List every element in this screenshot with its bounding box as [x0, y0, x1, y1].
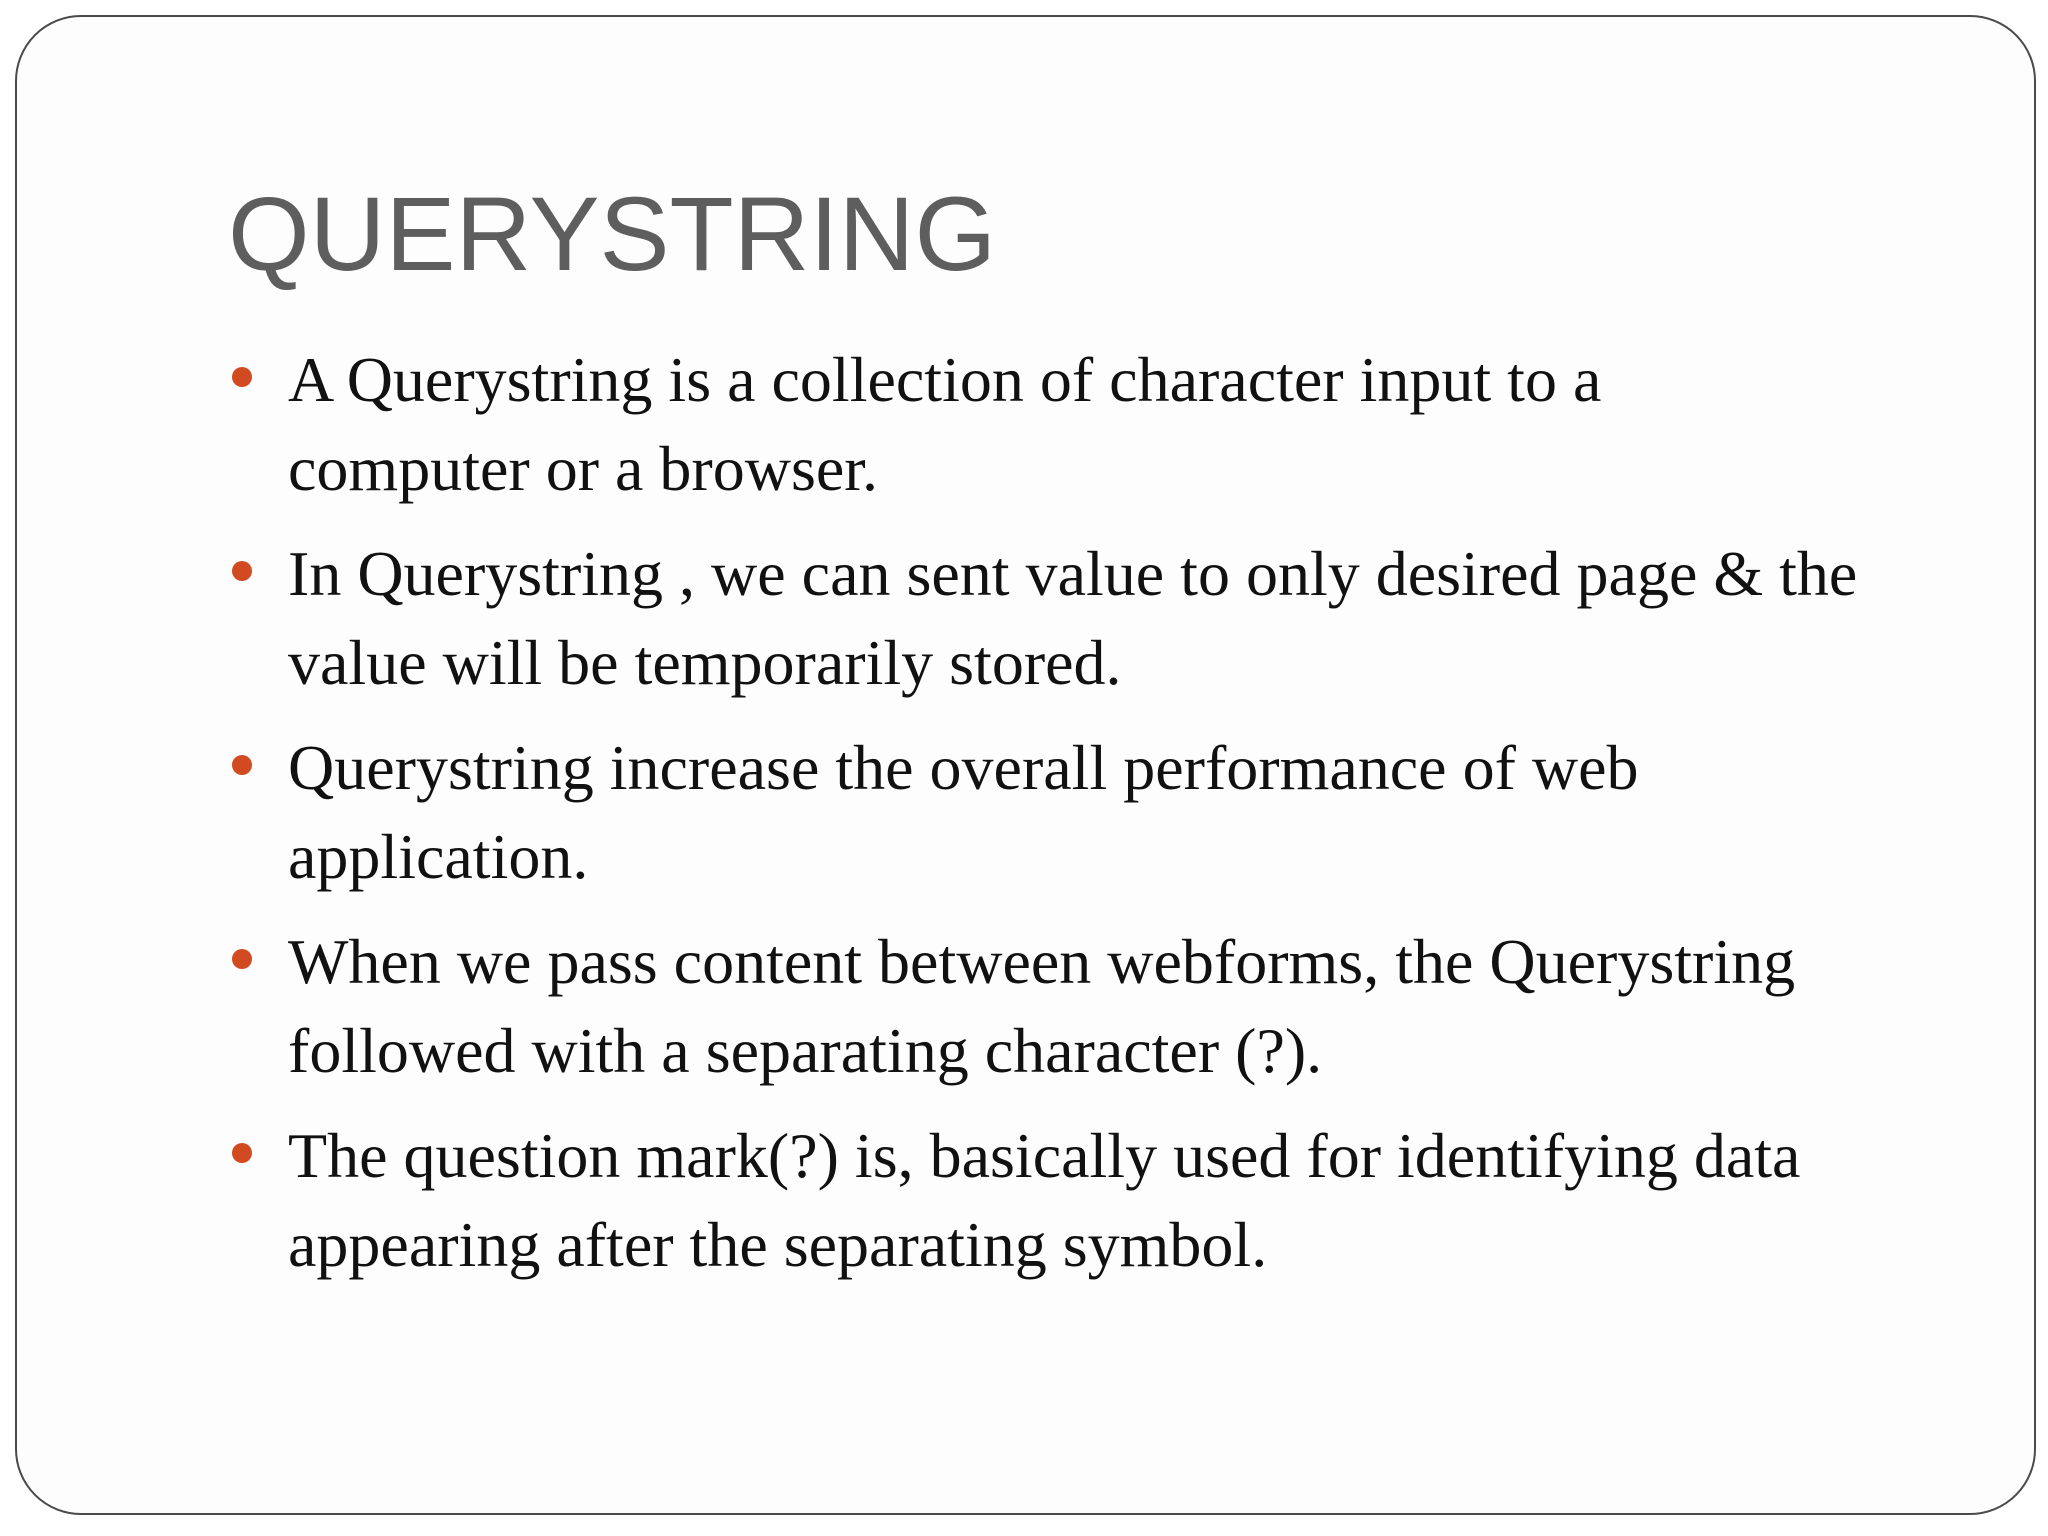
bullet-text-line: value will be temporarily stored.	[288, 627, 1122, 698]
bullet-item	[288, 917, 1968, 1095]
bullet-text-line: computer or a browser.	[288, 433, 879, 504]
bullet-dot-icon	[232, 755, 252, 775]
bullet-text-line: The question mark(?) is, basically used for identifying data	[288, 1120, 1801, 1191]
bullet-item	[288, 723, 1968, 901]
bullet-dot-icon	[232, 1143, 252, 1163]
bullet-list	[288, 335, 1968, 1305]
bullet-item	[288, 529, 1968, 707]
bullet-text-line: When we pass content between webforms, the Querystring	[288, 926, 1796, 997]
bullet-dot-icon	[232, 949, 252, 969]
bullet-item	[288, 335, 1968, 513]
slide-title: QUERYSTRING	[228, 176, 997, 293]
bullet-text-line: followed with a separating character (?).	[288, 1015, 1323, 1086]
bullet-dot-icon	[232, 561, 252, 581]
bullet-text-line: A Querystring is a collection of character input to a	[288, 344, 1602, 415]
bullet-text-line: application.	[288, 821, 589, 892]
bullet-text-line: Querystring increase the overall performance of web	[288, 732, 1639, 803]
bullet-text-line: In Querystring , we can sent value to only desired page & the	[288, 538, 1858, 609]
bullet-item	[288, 1111, 1968, 1289]
bullet-text-line: appearing after the separating symbol.	[288, 1209, 1268, 1280]
bullet-dot-icon	[232, 367, 252, 387]
